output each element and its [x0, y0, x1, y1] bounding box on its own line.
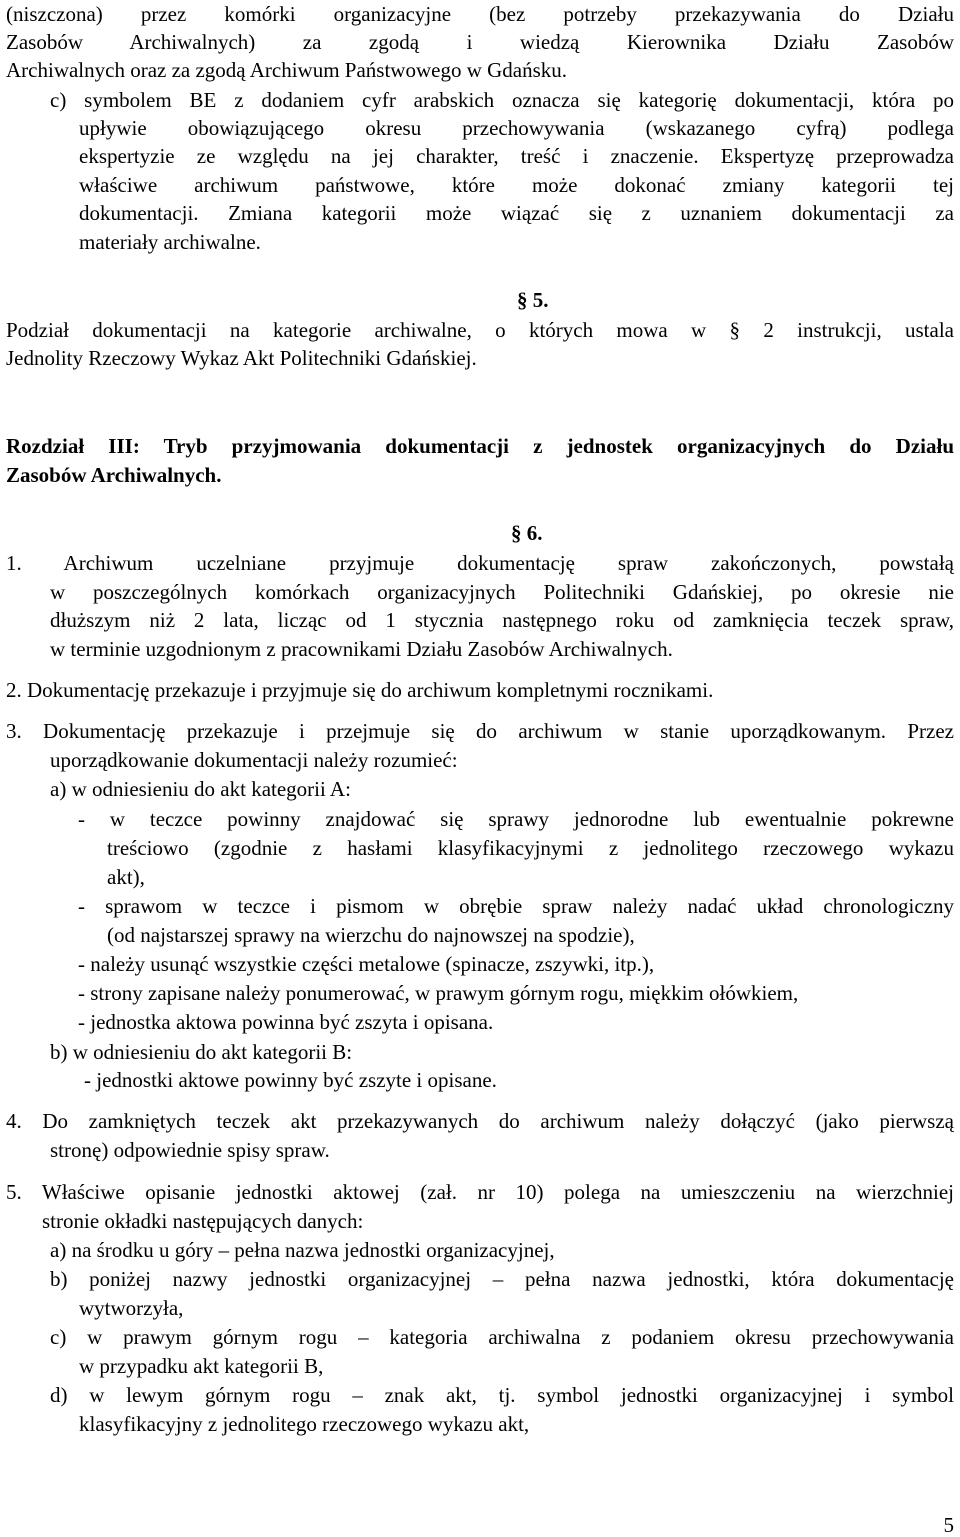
- text-line: upływie obowiązującego okresu przechowywania (wskazanego cyfrą) podlega: [79, 116, 954, 140]
- text-line: w terminie uzgodnionym z pracownikami Działu Zasobów Archiwalnych.: [50, 637, 673, 661]
- text-line: 3. Dokumentację przekazuje i przejmuje się do archiwum w stanie uporządkowanym. Przez: [6, 719, 954, 743]
- text-line: Zasobów Archiwalnych) za zgodą i wiedzą Kierownika Działu Zasobów: [6, 30, 954, 54]
- text-line: właściwe archiwum państwowe, które może dokonać zmiany kategorii tej: [79, 173, 954, 197]
- text-line: - jednostki aktowe powinny być zszyte i opisane.: [84, 1068, 497, 1092]
- text-line: b) poniżej nazwy jednostki organizacyjnej – pełna nazwa jednostki, która dokumentację: [50, 1267, 954, 1291]
- text-line: Jednolity Rzeczowy Wykaz Akt Politechniki Gdańskiej.: [6, 346, 477, 370]
- text-line: - należy usunąć wszystkie części metalowe (spinacze, zszywki, itp.),: [78, 952, 655, 976]
- text-line: treściowo (zgodnie z hasłami klasyfikacyjnymi z jednolitego rzeczowego wykazu: [107, 836, 954, 860]
- text-line: § 5.: [517, 288, 549, 312]
- text-line: c) w prawym górnym rogu – kategoria archiwalna z podaniem okresu przechowywania: [50, 1325, 954, 1349]
- page-number: 5: [943, 1513, 954, 1537]
- text-line: materiały archiwalne.: [79, 230, 261, 254]
- text-line: w poszczególnych komórkach organizacyjnych Politechniki Gdańskiej, po okresie nie: [50, 580, 954, 604]
- text-line: stronie okładki następujących danych:: [42, 1209, 364, 1233]
- text-line: dokumentacji. Zmiana kategorii może wiązać się z uznaniem dokumentacji za: [79, 201, 954, 225]
- text-line: Archiwalnych oraz za zgodą Archiwum Państwowego w Gdańsku.: [6, 58, 568, 82]
- text-line: (od najstarszej sprawy na wierzchu do najnowszej na spodzie),: [107, 923, 635, 947]
- text-line: dłuższym niż 2 lata, licząc od 1 stycznia następnego roku od zamknięcia teczek spraw,: [50, 608, 954, 632]
- text-line: d) w lewym górnym rogu – znak akt, tj. symbol jednostki organizacyjnej i symbol: [50, 1383, 954, 1407]
- text-line: - w teczce powinny znajdować się sprawy jednorodne lub ewentualnie pokrewne: [78, 807, 954, 831]
- text-line: Podział dokumentacji na kategorie archiwalne, o których mowa w § 2 instrukcji, ustala: [6, 318, 954, 342]
- text-line: w przypadku akt kategorii B,: [79, 1354, 324, 1378]
- text-line: 4. Do zamkniętych teczek akt przekazywanych do archiwum należy dołączyć (jako pierwszą: [6, 1109, 954, 1133]
- text-line: - strony zapisane należy ponumerować, w prawym górnym rogu, miękkim ołówkiem,: [78, 981, 799, 1005]
- text-line: akt),: [107, 865, 145, 889]
- text-line: - jednostka aktowa powinna być zszyta i opisana.: [78, 1010, 494, 1034]
- text-line: stronę) odpowiednie spisy spraw.: [50, 1138, 330, 1162]
- text-line: a) na środku u góry – pełna nazwa jednostki organizacyjnej,: [50, 1238, 555, 1262]
- text-line: § 6.: [511, 521, 543, 545]
- text-line: 1. Archiwum uczelniane przyjmuje dokumentację spraw zakończonych, powstałą: [6, 551, 954, 575]
- text-line: Zasobów Archiwalnych.: [6, 463, 222, 487]
- text-line: klasyfikacyjny z jednolitego rzeczowego wykazu akt,: [79, 1412, 530, 1436]
- text-line: c) symbolem BE z dodaniem cyfr arabskich oznacza się kategorię dokumentacji, która po: [50, 88, 954, 112]
- text-line: ekspertyzie ze względu na jej charakter, treść i znaczenie. Ekspertyzę przeprowadza: [79, 144, 954, 168]
- text-line: - sprawom w teczce i pismom w obrębie spraw należy nadać układ chronologiczny: [78, 894, 954, 918]
- text-line: (niszczona) przez komórki organizacyjne (bez potrzeby przekazywania do Działu: [6, 2, 954, 26]
- text-line: 2. Dokumentację przekazuje i przyjmuje się do archiwum kompletnymi rocznikami.: [6, 678, 714, 702]
- text-line: Rozdział III: Tryb przyjmowania dokumentacji z jednostek organizacyjnych do Działu: [6, 434, 954, 458]
- text-line: 5. Właściwe opisanie jednostki aktowej (zał. nr 10) polega na umieszczeniu na wierzchniej: [6, 1180, 954, 1204]
- text-line: a) w odniesieniu do akt kategorii A:: [50, 777, 351, 801]
- text-line: wytworzyła,: [79, 1296, 184, 1320]
- text-line: uporządkowanie dokumentacji należy rozumieć:: [50, 748, 458, 772]
- text-line: b) w odniesieniu do akt kategorii B:: [50, 1040, 353, 1064]
